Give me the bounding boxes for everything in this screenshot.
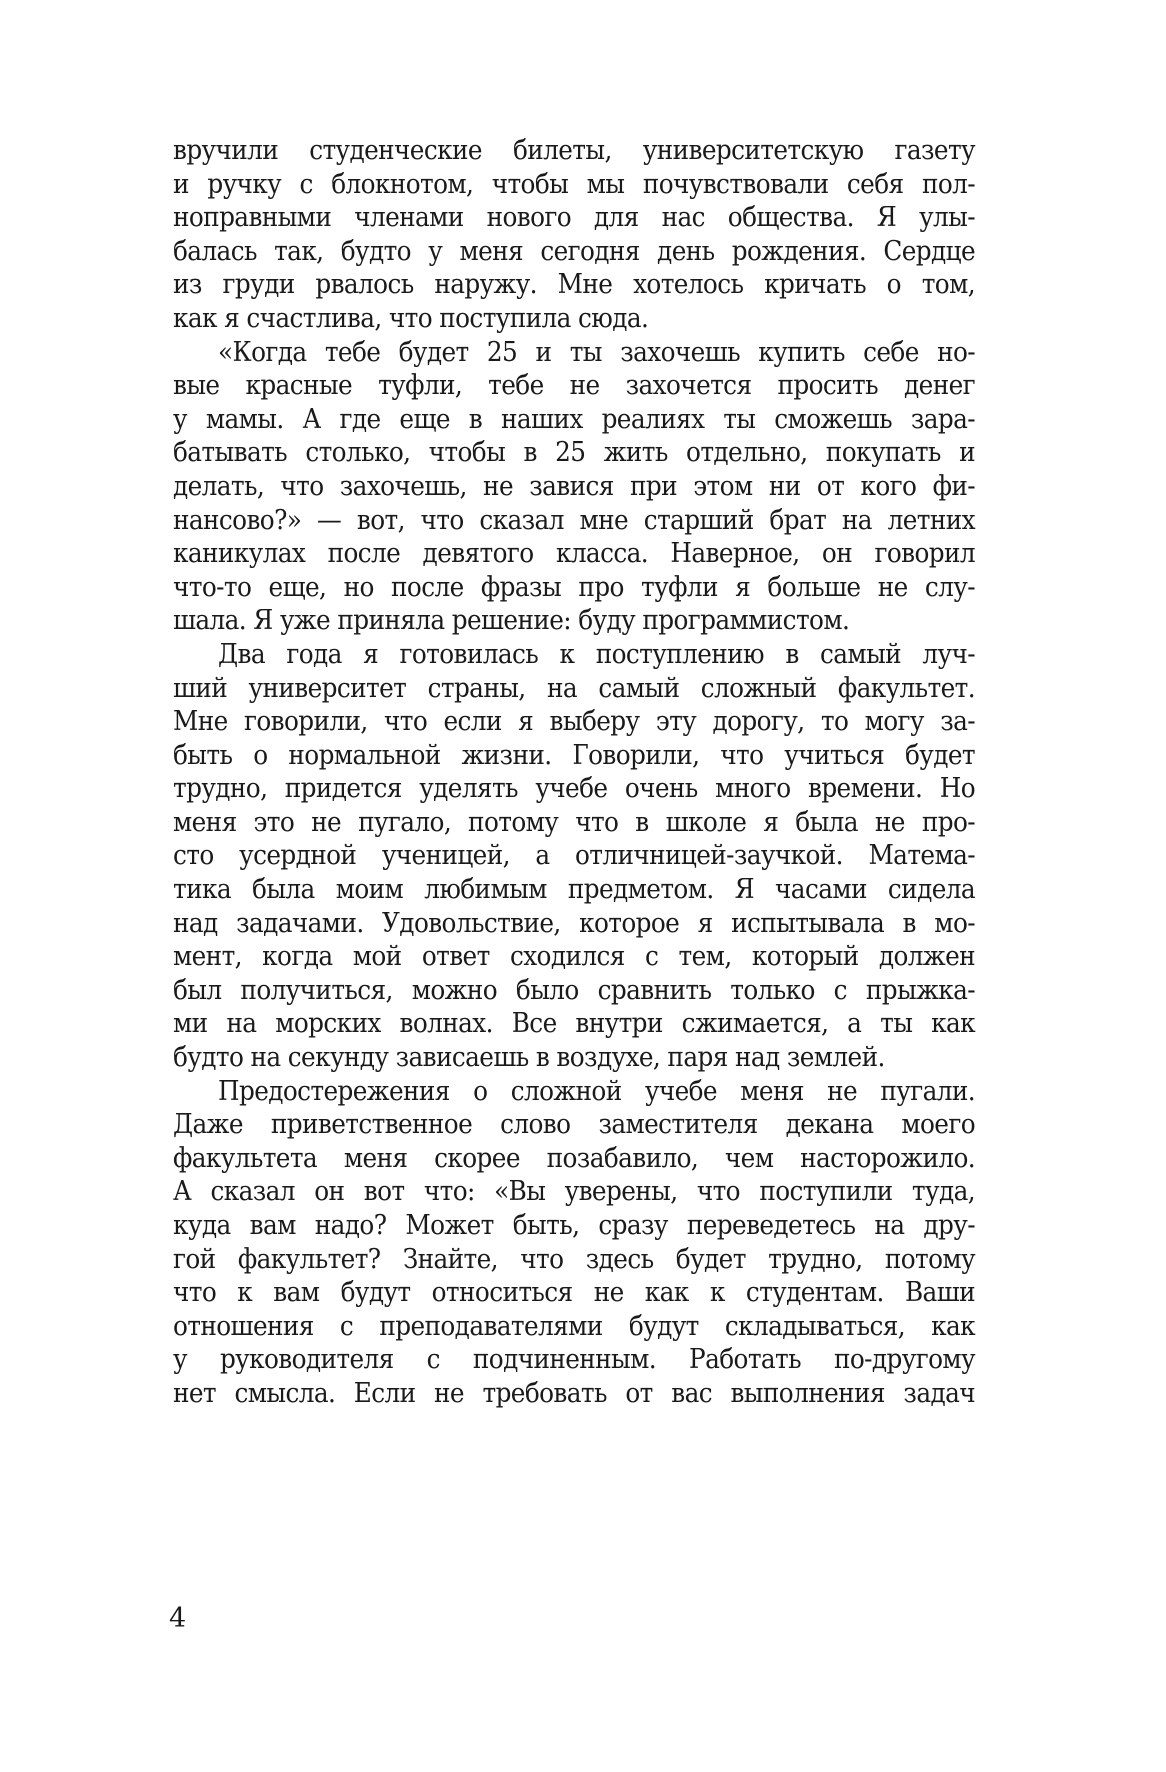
text-line: ми на морских волнах. Все внутри сжимается, а ты как [173, 1007, 975, 1040]
body-text [173, 134, 975, 1411]
text-line: быть о нормальной жизни. Говорили, что учиться будет [173, 738, 975, 771]
text-line: как я счастлива, что поступила сюда. [173, 301, 649, 334]
text-line: вручили студенческие билеты, университетскую газету [173, 134, 975, 166]
text-line: был получиться, можно было сравнить только с прыжка- [173, 973, 975, 1006]
text-line: мент, когда мой ответ сходился с тем, который должен [173, 940, 975, 973]
text-line: Мне говорили, что если я выберу эту дорогу, то могу за- [173, 705, 975, 738]
text-line: ноправными членами нового для нас общества. Я улы- [173, 201, 975, 234]
text-line: куда вам надо? Может быть, сразу переведетесь на дру- [173, 1209, 975, 1241]
text-line: тика была моим любимым предметом. Я часами сидела [173, 873, 975, 906]
text-line: «Когда тебе будет 25 и ты захочешь купить себе но- [218, 335, 975, 368]
text-line: отношения с преподавателями будут складываться, как [173, 1309, 975, 1342]
text-line: нансово?» — вот, что сказал мне старший брат на летних [173, 503, 975, 536]
text-line: ший университет страны, на самый сложный факультет. [173, 671, 975, 704]
text-line: что-то еще, но после фразы про туфли я больше не слу- [173, 570, 975, 603]
text-line: что к вам будут относиться не как к студентам. Ваши [173, 1276, 975, 1309]
text-line: батывать столько, чтобы в 25 жить отдельно, покупать и [173, 436, 975, 469]
text-line: Предостережения о сложной учебе меня не пугали. [218, 1074, 975, 1107]
text-line: Два года я готовилась к поступлению в самый луч- [218, 637, 975, 670]
text-line: над задачами. Удовольствие, которое я испытывала в мо- [173, 906, 975, 939]
text-line: трудно, придется уделять учебе очень много времени. Но [173, 772, 975, 805]
text-line: у руководителя с подчиненным. Работать по-другому [173, 1343, 975, 1376]
text-line: сто усердной ученицей, а отличницей-заучкой. Матема- [173, 839, 975, 872]
text-line: нет смысла. Если не требовать от вас выполнения задач [173, 1376, 975, 1409]
text-line: будто на секунду зависаешь в воздухе, паря над землей. [173, 1041, 885, 1074]
text-line: А сказал он вот что: «Вы уверены, что поступили туда, [173, 1175, 975, 1208]
text-line: шала. Я уже приняла решение: буду программистом. [173, 604, 850, 637]
text-line: меня это не пугало, потому что в школе я была не про- [173, 805, 975, 838]
text-line: гой факультет? Знайте, что здесь будет трудно, потому [173, 1242, 975, 1275]
text-line: балась так, будто у меня сегодня день рождения. Сердце [173, 234, 975, 267]
text-line: вые красные туфли, тебе не захочется просить денег [173, 369, 975, 402]
text-line: Даже приветственное слово заместителя декана моего [173, 1108, 975, 1141]
text-line: делать, что захочешь, не завися при этом ни от кого фи- [173, 469, 975, 502]
text-line: у мамы. А где еще в наших реалиях ты сможешь зара- [173, 402, 975, 435]
text-line: каникулах после девятого класса. Наверное, он говорил [173, 537, 975, 570]
text-line: факультета меня скорее позабавило, чем насторожило. [173, 1141, 975, 1174]
text-line: из груди рвалось наружу. Мне хотелось кричать о том, [173, 268, 975, 301]
text-line: и ручку с блокнотом, чтобы мы почувствовали себя пол- [173, 167, 975, 200]
page-number: 4 [169, 1603, 187, 1634]
